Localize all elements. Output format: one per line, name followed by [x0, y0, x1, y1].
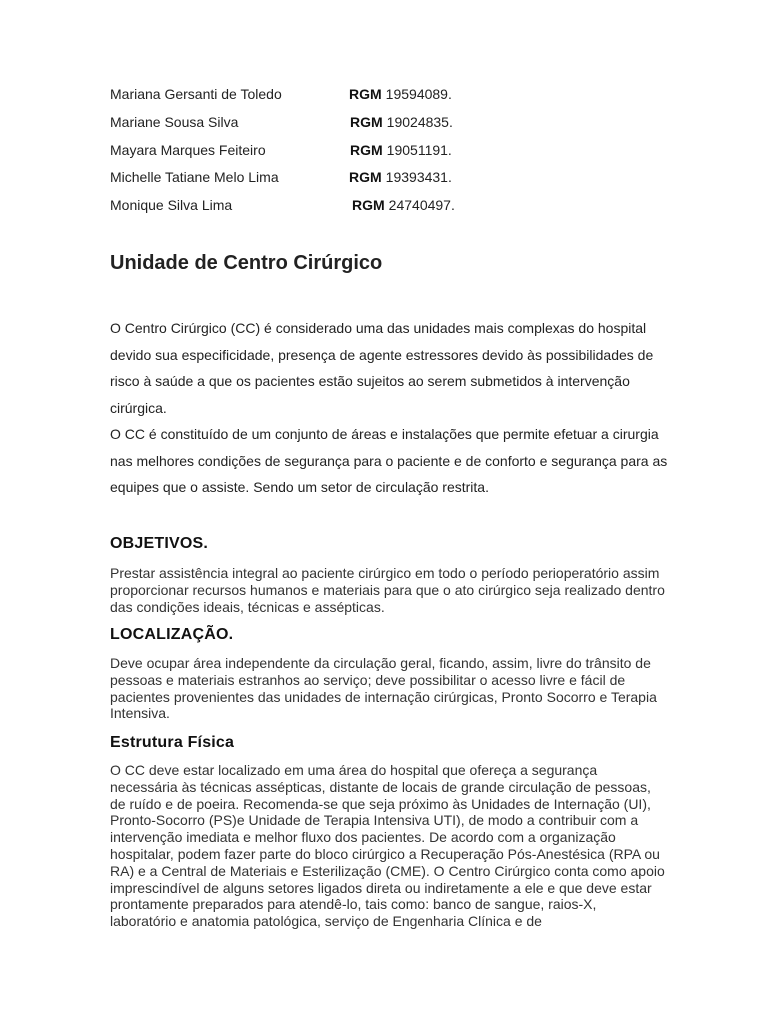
rgm-number: 24740497: [388, 197, 451, 213]
rgm-end: .: [448, 114, 453, 130]
member-rgm: [350, 142, 452, 158]
member-row: [110, 169, 452, 185]
intro-paragraph-2: O CC é constituído de um conjunto de áreas e instalações que permite efetuar a cirurgia nas melhores condições de segurança para o paciente e de conforto e segurança para as equipes que o assiste. Sendo um setor de circulação restrita.: [110, 426, 668, 495]
rgm-number: 19393431: [385, 169, 448, 185]
section-heading-localizacao: LOCALIZAÇÃO.: [110, 626, 234, 643]
rgm-label: RGM: [352, 197, 385, 213]
member-row: [110, 86, 452, 102]
section-text-objetivos: Prestar assistência integral ao paciente cirúrgico em todo o período perioperatório assim proporcionar recursos humanos e materiais para que o ato cirúrgico seja realizado dentro das condições ideais, técnicas e assépticas.: [110, 565, 665, 615]
rgm-number: 19051191: [386, 142, 448, 158]
member-name: Mariane Sousa Silva: [110, 114, 239, 130]
rgm-end: .: [447, 86, 452, 102]
page-title: Unidade de Centro Cirúrgico: [110, 252, 383, 274]
member-name: Mariana Gersanti de Toledo: [110, 86, 282, 102]
rgm-label: RGM: [349, 169, 382, 185]
member-row: [110, 142, 452, 158]
member-rgm: [349, 169, 452, 185]
rgm-end: .: [447, 142, 452, 158]
member-name: Monique Silva Lima: [110, 197, 233, 213]
rgm-number: 19594089: [385, 86, 448, 102]
rgm-end: .: [447, 169, 452, 185]
member-rgm: [352, 197, 455, 213]
member-rgm: [350, 114, 453, 130]
member-rgm: [349, 86, 452, 102]
member-row: [110, 197, 455, 213]
rgm-label: RGM: [349, 86, 382, 102]
section-text-localizacao: Deve ocupar área independente da circulação geral, ficando, assim, livre do trânsito de pessoas e materiais estranhos ao serviço; deve possibilitar o acesso livre e fácil de pacientes provenientes das unidades de internação cirúrgicas, Pronto Socorro e Terapia Intensiva.: [110, 655, 657, 722]
section-text-estrutura: O CC deve estar localizado em uma área do hospital que ofereça a segurança necessária às técnicas assépticas, distante de locais de grande circulação de pessoas, de ruído e de poeira. Recomenda-se que seja próximo às Unidades de Internação (UI), Pronto-Socorro (PS)e Unidade de Terapia Intensiva UTI), de modo a contribuir com a intervenção imediata e melhor fluxo dos pacientes. De acordo com a organização hospitalar, podem fazer parte do bloco cirúrgico a Recuperação Pós-Anestésica (RPA ou RA) e a Central de Materiais e Esterilização (CME). O Centro Cirúrgico conta como apoio imprescindível de alguns setores ligados direta ou indiretamente a ele e que deve estar prontamente preparados para atendê-lo, tais como: banco de sangue, raios-X, laboratório e anatomia patológica, serviço de Engenharia Clínica e de: [110, 762, 665, 930]
member-name: Mayara Marques Feiteiro: [110, 142, 266, 158]
member-row: [110, 114, 453, 130]
intro-paragraph-1: O Centro Cirúrgico (CC) é considerado uma das unidades mais complexas do hospital devido sua especificidade, presença de agente estressores devido às possibilidades de risco à saúde a que os pacientes estão sujeitos ao serem submetidos à intervenção cirúrgica.: [110, 320, 654, 416]
section-heading-objetivos: OBJETIVOS.: [110, 535, 209, 552]
member-name: Michelle Tatiane Melo Lima: [110, 169, 279, 185]
rgm-label: RGM: [350, 114, 383, 130]
rgm-end: .: [450, 197, 455, 213]
section-heading-estrutura: Estrutura Física: [110, 734, 235, 751]
rgm-label: RGM: [350, 142, 383, 158]
rgm-number: 19024835: [386, 114, 449, 130]
